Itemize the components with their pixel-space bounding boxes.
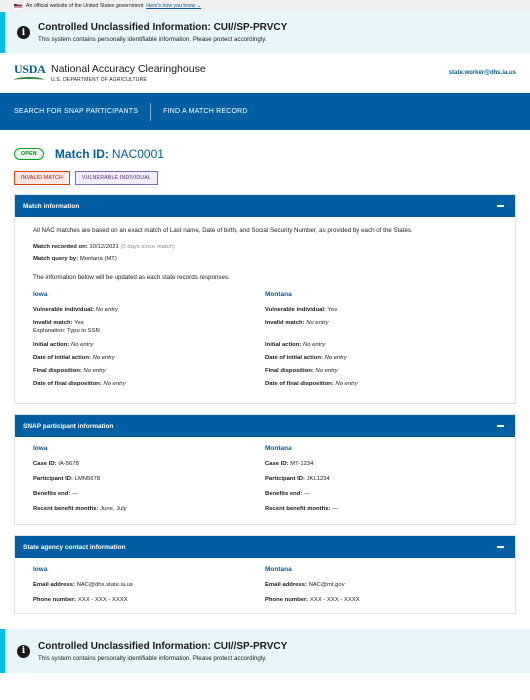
state-name: Iowa bbox=[33, 566, 48, 573]
montana-match-column: Montana Vulnerable individual: Yes Invalid match: No entry Initial action: No entry Date of initial action: No entry Final disposition: No entry Date of final disposition: No entry bbox=[265, 291, 497, 393]
gov-banner bbox=[0, 0, 530, 12]
heres-how-you-know-link[interactable]: Here's how you know ⌄ bbox=[146, 3, 202, 9]
state-contact-header[interactable]: State agency contact information bbox=[15, 536, 515, 558]
state-name: Iowa bbox=[33, 445, 48, 452]
montana-contact-column: Montana Email address: NAC@mt.gov Phone number: XXX - XXX - XXXX bbox=[265, 566, 497, 609]
match-recorded: Match recorded on: 10/12/2021 (0 days since match) bbox=[33, 244, 175, 250]
gov-banner-text: An official website of the United States government bbox=[26, 3, 144, 9]
match-description: All NAC matches are based on an exact match of Last name, Date of birth, and Social Security Number, as provided by each of the States. bbox=[33, 227, 413, 234]
match-id-label: Match ID: bbox=[54, 147, 109, 161]
snap-participant-panel bbox=[14, 414, 516, 525]
cui-title: Controlled Unclassified Information: CUI//SP-PRVCY bbox=[38, 640, 288, 652]
info-icon: i bbox=[17, 645, 30, 658]
us-flag-icon bbox=[14, 4, 22, 9]
site-header bbox=[0, 53, 530, 93]
match-id-value: NAC0001 bbox=[111, 147, 164, 161]
email-link[interactable]: NAC@mt.gov bbox=[308, 582, 345, 588]
montana-snap-column: Montana Case ID: MT-1234 Participant ID: JKL1234 Benefits end: — Recent benefit months: — bbox=[265, 445, 497, 518]
iowa-snap-column: Iowa Case ID: IA-5678 Participant ID: LMN5678 Benefits end: — Recent benefit months: June, July bbox=[33, 445, 265, 518]
usda-logo: USDA bbox=[14, 63, 44, 83]
brand[interactable] bbox=[14, 63, 206, 83]
nav-search-snap-participants[interactable]: SEARCH FOR SNAP PARTICIPANTS bbox=[14, 108, 139, 115]
site-subtitle: U.S. DEPARTMENT OF AGRICULTURE bbox=[51, 76, 147, 83]
state-name: Montana bbox=[265, 291, 292, 298]
email-link[interactable]: NAC@dhs.state.ia.us bbox=[76, 582, 133, 588]
collapse-icon[interactable] bbox=[497, 425, 504, 427]
collapse-icon[interactable] bbox=[497, 546, 504, 548]
match-information-panel bbox=[14, 194, 516, 404]
iowa-match-column: Iowa Vulnerable individual: No entry Invalid match: Yes Explanation: Typo in SSN Initial action: No entry Date of initial action: No entry Final disposition: No entry Date of final disposition: No entry bbox=[33, 291, 265, 393]
update-note: The information below will be updated as each state records responses. bbox=[33, 274, 230, 281]
match-query: Match query by: Montana (MT) bbox=[33, 256, 117, 262]
status-badge: OPEN bbox=[14, 148, 44, 160]
state-name: Montana bbox=[265, 445, 292, 452]
collapse-icon[interactable] bbox=[497, 205, 504, 207]
state-name: Iowa bbox=[33, 291, 48, 298]
state-contact-panel bbox=[14, 535, 516, 614]
cui-text: This system contains personally identifiable information. Please protect accordingly. bbox=[38, 36, 267, 43]
match-information-header[interactable]: Match information bbox=[15, 195, 515, 217]
nav-find-match-record[interactable]: FIND A MATCH RECORD bbox=[163, 108, 248, 115]
cui-text: This system contains personally identifiable information. Please protect accordingly. bbox=[38, 654, 267, 662]
cui-banner-bottom bbox=[0, 629, 530, 673]
invalid-match-tag: INVALID MATCH bbox=[14, 171, 70, 185]
vulnerable-individual-tag: VULNERABLE INDIVIDUAL bbox=[75, 171, 158, 185]
cui-banner-top bbox=[0, 12, 530, 53]
main-nav bbox=[0, 93, 530, 130]
state-name: Montana bbox=[265, 566, 292, 573]
user-email-link[interactable]: state.worker@dhs.ia.us bbox=[448, 70, 516, 76]
iowa-contact-column: Iowa Email address: NAC@dhs.state.ia.us Phone number: XXX - XXX - XXXX bbox=[33, 566, 265, 609]
info-icon: i bbox=[17, 26, 30, 39]
nav-divider bbox=[150, 103, 151, 121]
snap-participant-header[interactable]: SNAP participant information bbox=[15, 415, 515, 437]
cui-title: Controlled Unclassified Information: CUI//SP-PRVCY bbox=[38, 22, 288, 33]
site-title: National Accuracy Clearinghouse bbox=[51, 62, 206, 75]
